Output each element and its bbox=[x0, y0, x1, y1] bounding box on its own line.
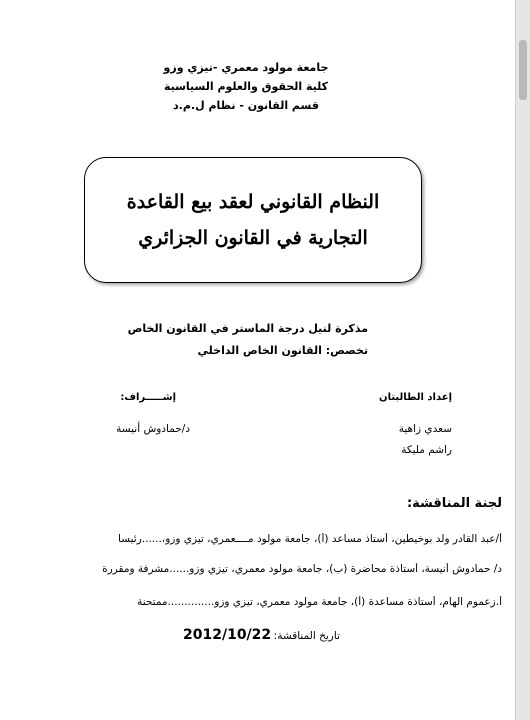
committee-member-3: أ.زعموم الهام، أستاذة مساعدة (أ)، جامعة مولود معمري، تيزي وزو..............ممتحنة bbox=[137, 596, 502, 608]
degree-info bbox=[128, 318, 368, 362]
vertical-scrollbar[interactable] bbox=[515, 0, 530, 720]
university-name: جامعة مولود معمري -تيزي وزو bbox=[163, 61, 329, 74]
student-name-1: سعدي زاهية bbox=[398, 423, 452, 435]
header bbox=[146, 58, 346, 115]
supervisor-label: إشـــــراف: bbox=[120, 392, 176, 403]
specialization-line: تخصص: القانون الخاص الداخلي bbox=[197, 344, 368, 357]
committee-member-2: د/ حمادوش أنيسة، أستاذة محاضرة (ب)، جامعة مولود معمري، تيزي وزو......مشرفة ومقررة bbox=[102, 563, 502, 575]
thesis-title-line-1: النظام القانوني لعقد بيع القاعدة bbox=[126, 191, 380, 213]
committee-member-1: أ/عبد القادر ولد بوخيطين، أستاذ مساعد (أ)، جامعة مولود مــــعمري، تيزي وزو،......رئيسا bbox=[118, 533, 502, 545]
students-label: إعداد الطالبتان bbox=[379, 392, 452, 403]
defense-date-label: تاريخ المناقشة: bbox=[273, 630, 340, 642]
supervisor-name: د/حمادوش أنيسة bbox=[116, 423, 190, 435]
degree-line: مذكرة لنيل درجة الماستر في القانون الخاص bbox=[127, 322, 368, 335]
scrollbar-thumb[interactable] bbox=[519, 40, 527, 100]
student-name-2: راشم مليكة bbox=[401, 444, 452, 456]
thesis-title-box bbox=[84, 157, 422, 283]
department-name: قسم القانون - نظام ل.م.د bbox=[173, 99, 319, 112]
thesis-title-line-2: التجارية في القانون الجزائري bbox=[138, 227, 368, 249]
faculty-name: كلية الحقوق والعلوم السياسية bbox=[163, 80, 329, 93]
defense-date: 2012/10/22 bbox=[183, 627, 272, 643]
committee-title: لجنة المناقشة: bbox=[406, 496, 502, 511]
